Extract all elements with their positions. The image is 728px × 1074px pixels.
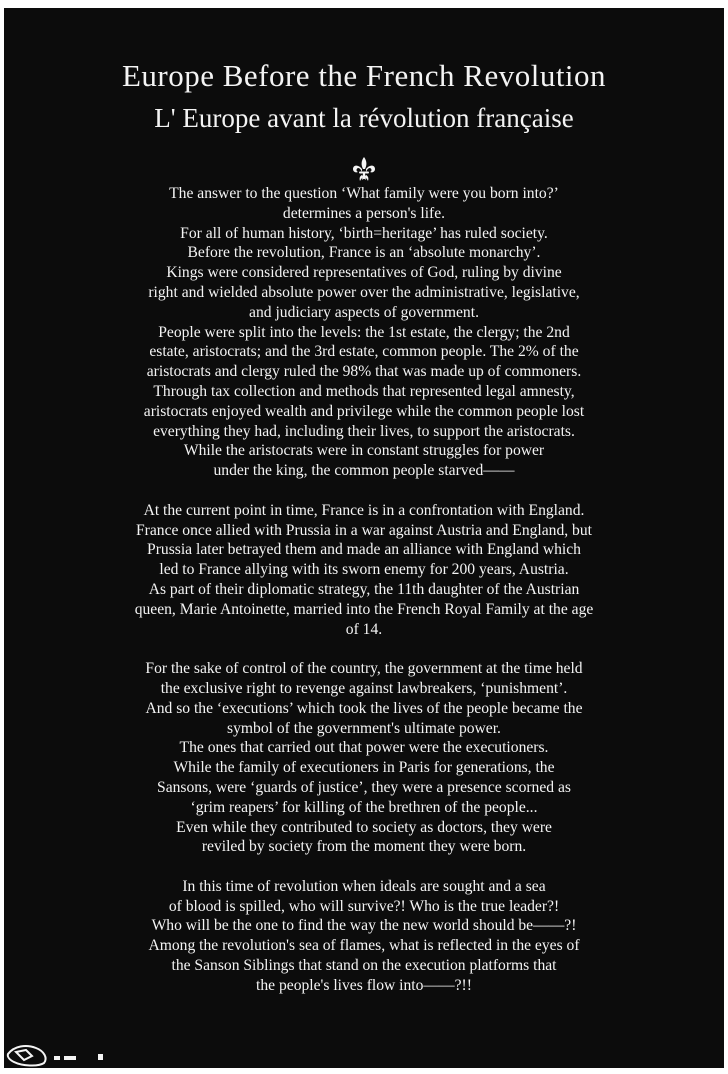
text-line: the exclusive right to revenge against lawbreakers, ‘punishment’.: [160, 679, 568, 697]
body-text: [104, 184, 624, 996]
scan-logo-icon: [4, 1032, 124, 1068]
text-line: As part of their diplomatic strategy, the 11th daughter of the Austrian: [148, 580, 580, 598]
text-line: and judiciary aspects of government.: [249, 303, 479, 321]
text-line: In this time of revolution when ideals are sought and a sea: [182, 877, 546, 895]
text-line: aristocrats enjoyed wealth and privilege while the common people lost: [143, 402, 585, 420]
paragraph: [104, 877, 624, 996]
text-line: France once allied with Prussia in a war against Austria and England, but: [135, 521, 592, 539]
text-line: And so the ‘executions’ which took the lives of the people became the: [145, 699, 583, 717]
text-line: of 14.: [345, 620, 383, 638]
text-line: Through tax collection and methods that represented legal amnesty,: [153, 382, 575, 400]
text-line: Kings were considered representatives of God, ruling by divine: [166, 264, 562, 282]
text-line: Before the revolution, France is an ‘absolute monarchy’.: [187, 244, 541, 262]
paragraph: [104, 501, 624, 640]
text-line: While the aristocrats were in constant struggles for power: [183, 442, 545, 460]
paragraph-gap: [104, 857, 624, 877]
paragraph-gap: [104, 639, 624, 659]
text-line: right and wielded absolute power over the administrative, legislative,: [148, 283, 580, 301]
text-line: queen, Marie Antoinette, married into the French Royal Family at the age: [134, 600, 594, 618]
text-line: For the sake of control of the country, the government at the time held: [145, 660, 583, 678]
text-line: estate, aristocrats; and the 3rd estate, common people. The 2% of the: [149, 343, 579, 361]
text-line: symbol of the government's ultimate power.: [227, 719, 501, 737]
fleur-de-lis-icon: [4, 156, 724, 184]
text-line: the Sanson Siblings that stand on the execution platforms that: [171, 957, 557, 975]
text-line: The ones that carried out that power were the executioners.: [179, 739, 549, 757]
text-line: Sansons, were ‘guards of justice’, they were a presence scorned as: [157, 778, 571, 796]
text-line: Even while they contributed to society as doctors, they were: [176, 818, 552, 836]
text-line: everything they had, including their lives, to support the aristocrats.: [153, 422, 575, 440]
text-line: Who will be the one to find the way the new world should be——?!: [151, 917, 577, 935]
text-line: Prussia later betrayed them and made an alliance with England which: [147, 541, 581, 559]
document-page: [4, 8, 724, 1068]
paragraph: [104, 184, 624, 481]
text-line: For all of human history, ‘birth=heritage’ has ruled society.: [180, 224, 548, 242]
page-title: Europe Before the French Revolution: [121, 58, 607, 93]
text-line: People were split into the levels: the 1st estate, the clergy; the 2nd: [158, 323, 570, 341]
text-line: While the family of executioners in Paris for generations, the: [173, 759, 555, 777]
paragraph: [104, 659, 624, 857]
text-line: the people's lives flow into——?!!: [256, 976, 472, 994]
text-line: The answer to the question ‘What family were you born into?’: [169, 185, 559, 202]
text-line: aristocrats and clergy ruled the 98% that was made up of commoners.: [146, 363, 582, 381]
text-line: reviled by society from the moment they were born.: [201, 838, 527, 856]
text-line: under the king, the common people starved——: [213, 462, 515, 480]
text-line: ‘grim reapers’ for killing of the brethren of the people...: [190, 798, 538, 816]
page-subtitle: L' Europe avant la révolution française: [154, 103, 574, 133]
text-line: of blood is spilled, who will survive?! Who is the true leader?!: [168, 897, 560, 915]
text-line: Among the revolution's sea of flames, what is reflected in the eyes of: [148, 937, 580, 955]
text-line: determines a person's life.: [282, 204, 446, 222]
paragraph-gap: [104, 481, 624, 501]
text-line: At the current point in time, France is in a confrontation with England.: [143, 501, 585, 519]
text-line: led to France allying with its sworn enemy for 200 years, Austria.: [159, 561, 569, 579]
